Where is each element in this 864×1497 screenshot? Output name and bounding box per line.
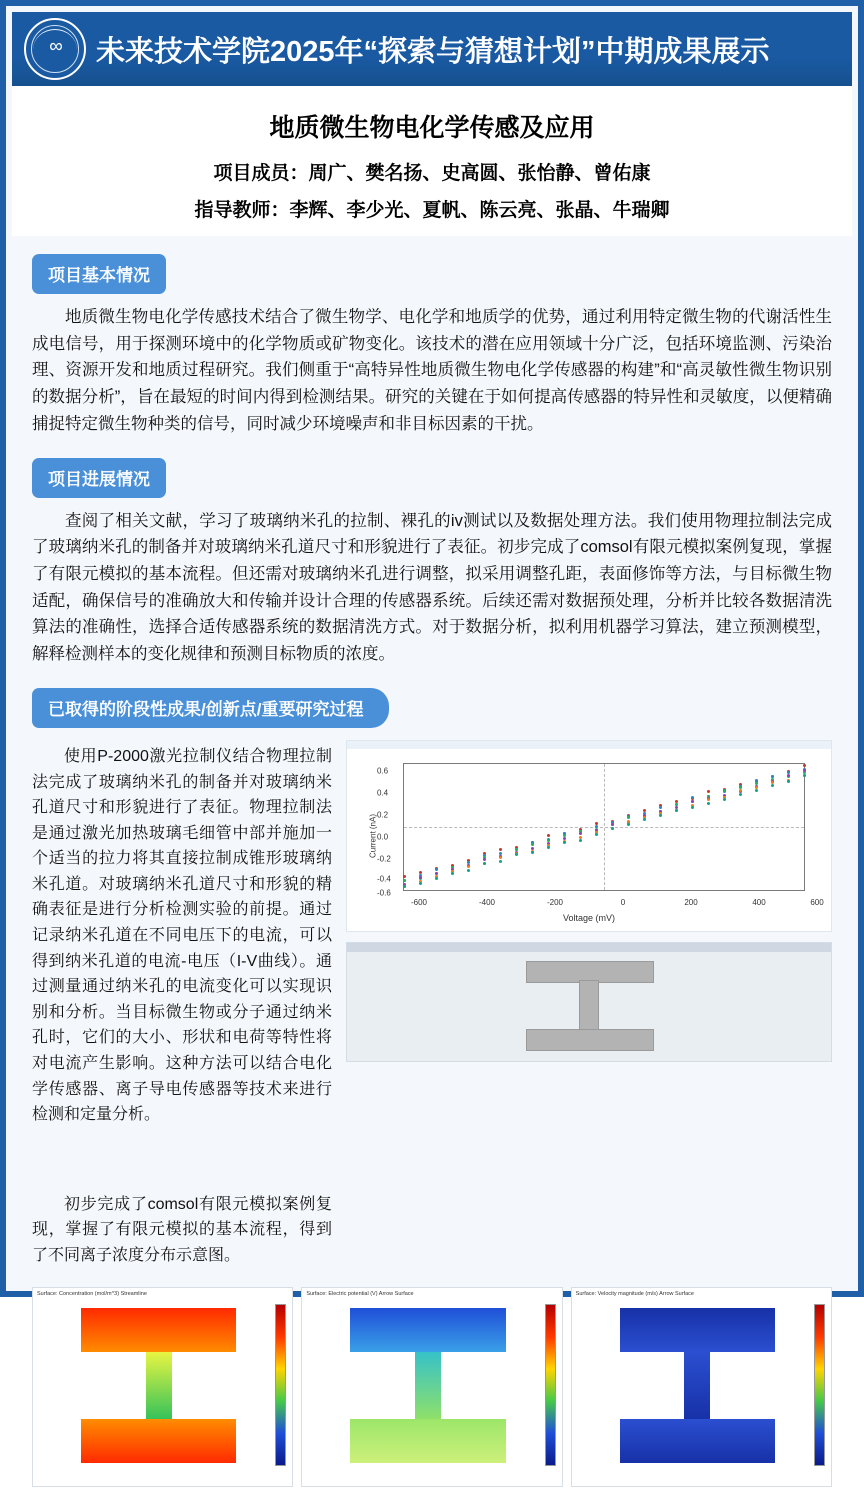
iv-ytick: 0.2	[377, 810, 389, 820]
iv-xtick: 600	[810, 897, 824, 907]
poster-body	[6, 236, 858, 1497]
iv-xtick: -200	[546, 897, 564, 907]
iv-chart-plot-area	[403, 763, 805, 891]
section-tab-basic-info: 项目基本情况	[32, 254, 166, 294]
comsol-geometry-figure	[346, 942, 832, 1062]
comsol-concentration-plot-3	[571, 1287, 832, 1487]
section-tab-progress: 项目进展情况	[32, 458, 166, 498]
iv-curve-chart	[346, 740, 832, 932]
iv-chart-xlabel: Voltage (mV)	[562, 912, 616, 923]
iv-ytick: -0.4	[377, 874, 391, 884]
project-advisors: 指导教师：李辉、李少光、夏帆、陈云亮、张晶、牛瑞卿	[194, 200, 670, 221]
university-emblem-icon: ∞	[24, 18, 86, 80]
iv-xtick: 200	[684, 897, 698, 907]
comsol-concentration-plot-2	[301, 1287, 562, 1487]
iv-ytick: 0.6	[377, 766, 389, 776]
section-paragraph-progress: 查阅了相关文献，学习了玻璃纳米孔的拉制、裸孔的iv测试以及数据处理方法。我们使用物理拉制法完成了玻璃纳米孔的制备并对玻璃纳米孔道尺寸和形貌进行了表征。初步完成了comsol有限元模拟案例复现，掌握了有限元模拟的基本流程。但还需对玻璃纳米孔进行调整，拟采用调整孔距，表面修饰等方法，与目标微生物适配，确保信号的准确放大和传输并设计合理的传感器系统。后续还需对数据预处理，分析并比较各数据清洗算法的准确性，选择合适传感器系统的数据清洗方式。对于数据分析，拟利用机器学习算法，建立预测模型，解释检测样本的变化规律和预测目标物质的浓度。	[32, 511, 832, 664]
achievements-columns	[32, 740, 832, 1277]
achievements-figure-column	[346, 740, 832, 1277]
sim-caption: Surface: Concentration (mol/m^3) Streamline	[37, 1290, 147, 1297]
sim-caption: Surface: Velocity magnitude (m/s) Arrow Surface	[575, 1290, 694, 1297]
comsol-concentration-plot-1	[32, 1287, 293, 1487]
achievements-text-column	[32, 740, 332, 1277]
iv-ytick: -0.6	[377, 888, 391, 898]
simulation-figure-row	[32, 1287, 832, 1487]
sim-caption: Surface: Electric potential (V) Arrow Surface	[306, 1290, 414, 1297]
iv-ytick: 0.4	[377, 788, 389, 798]
iv-chart-ylabel: Current (nA)	[368, 813, 378, 858]
section-paragraph-basic-info: 地质微生物电化学传感技术结合了微生物学、电化学和地质学的优势，通过利用特定微生物的代谢活性生成电信号，用于探测环境中的化学物质或矿物变化。该技术的潜在应用领域十分广泛，包括环境监测、污染治理、资源开发和地质过程研究。我们侧重于“高特异性地质微生物电化学传感器的构建”和“高灵敏性微生物识别的数据分析”，旨在最短的时间内得到检测结果。研究的关键在于如何提高传感器的特异性和灵敏度，以便精确捕捉特定微生物种类的信号，同时减少环境噪声和非目标因素的干扰。	[32, 308, 832, 433]
iv-xtick: 400	[752, 897, 766, 907]
section-paragraph-achievements-1: 使用P-2000激光拉制仪结合物理拉制法完成了玻璃纳米孔的制备并对玻璃纳米孔道尺寸和形貌进行了表征。物理拉制法是通过激光加热玻璃毛细管中部并施加一个适当的拉力将其直接拉制成锥形玻璃纳米孔道。对玻璃纳米孔道尺寸和形貌的精确表征是进行分析检测实验的前提。通过记录纳米孔道在不同电压下的电流，可以得到纳米孔道的电流-电压（I-V曲线）。通过测量通过纳米孔的电流变化可以实现识别和分析。当目标微生物或分子通过纳米孔时，它们的大小、形状和电荷等特性将对电流产生影响。这种方法可以结合电化学传感器、离子导电传感器等技术来进行检测和定量分析。	[32, 747, 332, 1124]
section-paragraph-achievements-2: 初步完成了comsol有限元模拟案例复现，掌握了有限元模拟的基本流程，得到了不同离子浓度分布示意图。	[32, 1195, 332, 1264]
iv-ytick: -0.2	[377, 854, 391, 864]
page-title: 地质微生物电化学传感及应用	[269, 114, 595, 142]
title-block	[12, 86, 852, 236]
section-tab-achievements: 已取得的阶段性成果/创新点/重要研究过程	[32, 688, 389, 728]
iv-ytick: 0.0	[377, 832, 389, 842]
project-members: 项目成员：周广、樊名扬、史高圆、张怡静、曾佑康	[213, 163, 651, 184]
iv-xtick: 0	[620, 897, 626, 907]
iv-xtick: -400	[478, 897, 496, 907]
header-title: 未来技术学院2025年“探索与猜想计划”中期成果展示	[96, 35, 770, 68]
poster-header	[12, 12, 852, 86]
iv-xtick: -600	[410, 897, 428, 907]
